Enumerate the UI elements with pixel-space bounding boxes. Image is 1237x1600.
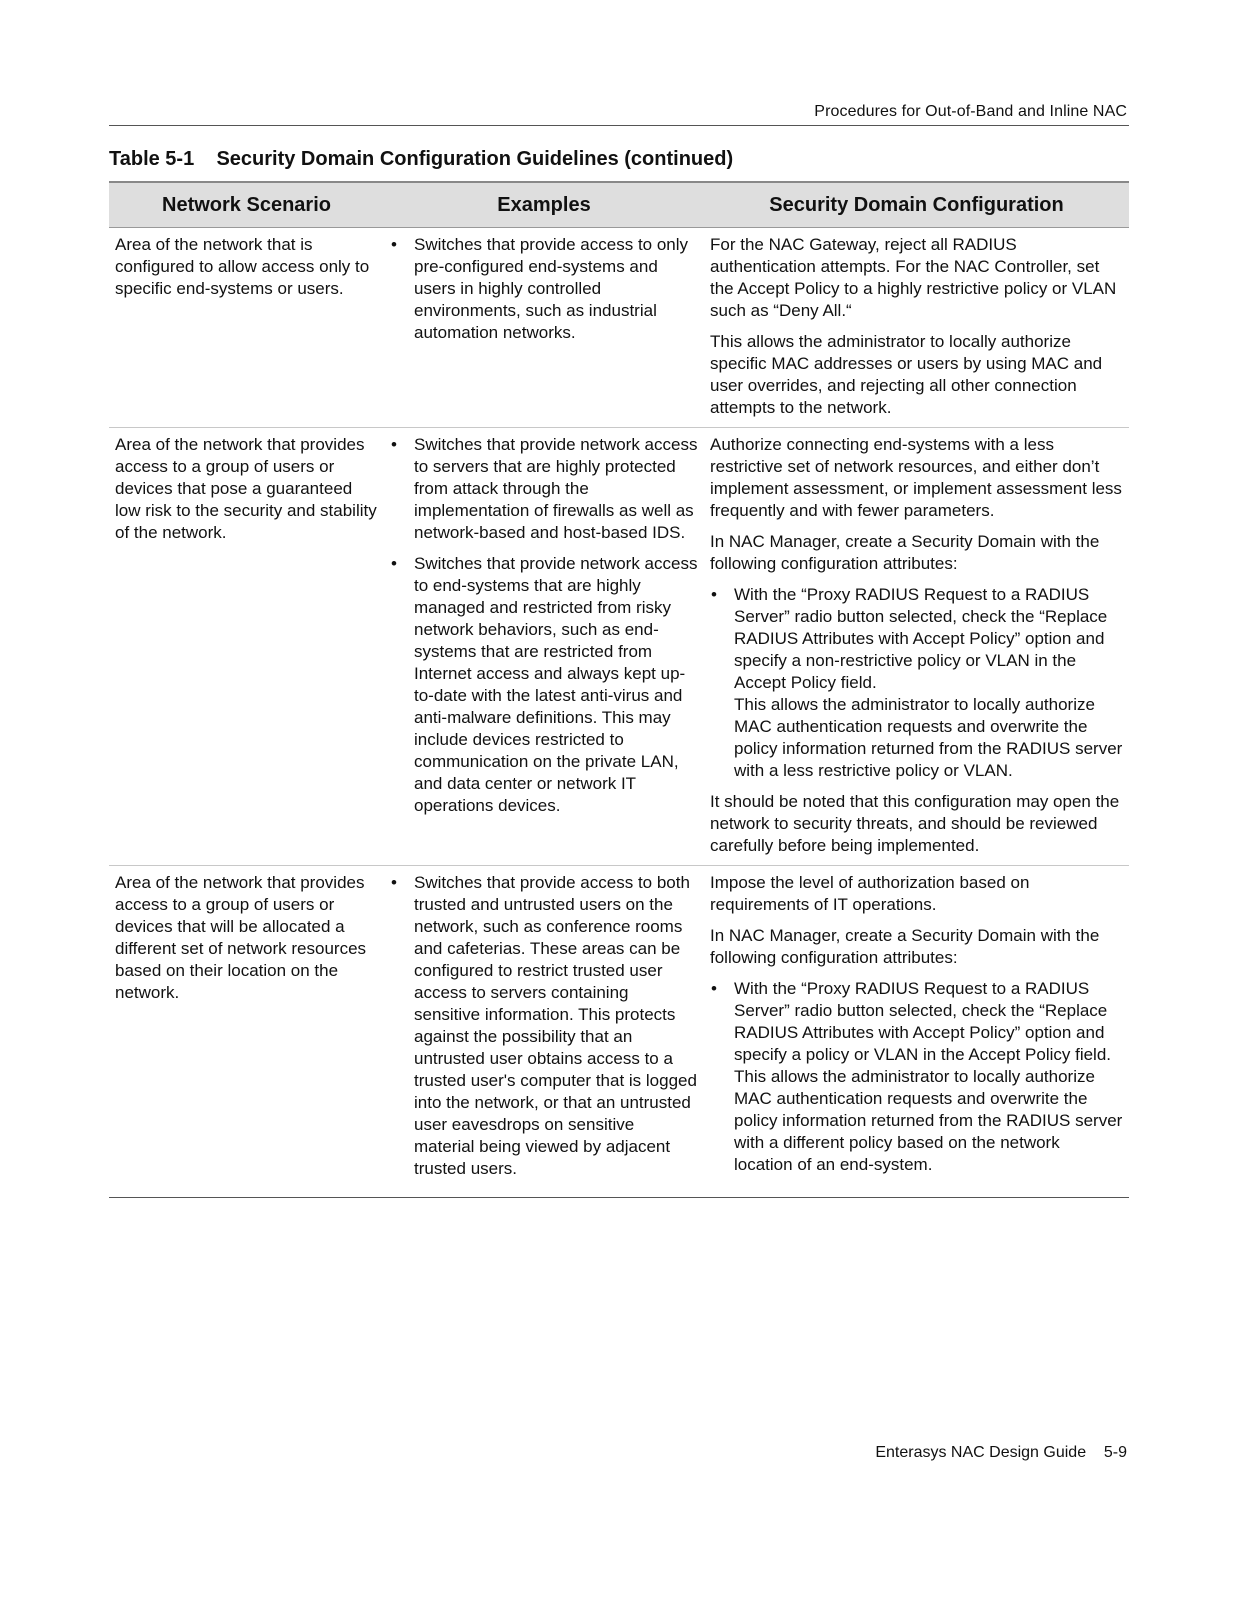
network-scenario-cell: Area of the network that is configured to allow access only to specific end-systems or users. xyxy=(109,228,384,428)
config-attribute-item: • With the “Proxy RADIUS Request to a RADIUS Server” radio button selected, check the “Replace RADIUS Attributes with Accept Policy” option and specify a policy or VLAN in the Accept Policy field. xyxy=(710,978,1123,1066)
examples-cell xyxy=(384,866,704,1198)
config-attributes-list xyxy=(710,584,1123,694)
running-footer: Enterasys NAC Design Guide 5-9 xyxy=(875,1444,1127,1461)
table-row xyxy=(109,228,1129,428)
table-header-row xyxy=(109,182,1129,228)
running-header: Procedures for Out-of-Band and Inline NAC xyxy=(814,103,1127,120)
example-item: • Switches that provide network access to servers that are highly protected from attack through the implementation of firewalls as well as network-based and host-based IDS. xyxy=(390,434,698,544)
config-attribute-note: This allows the administrator to locally authorize MAC authentication requests and overwrite the policy information returned from the RADIUS server with a different policy based on the network location of an end-system. xyxy=(734,1067,1123,1174)
guidelines-table xyxy=(109,181,1129,1198)
examples-list xyxy=(390,234,698,344)
examples-list xyxy=(390,872,698,1180)
config-warning-paragraph: It should be noted that this configuration may open the network to security threats, and should be reviewed carefully before being implemented. xyxy=(710,792,1120,855)
config-paragraph: In NAC Manager, create a Security Domain with the following configuration attributes: xyxy=(710,926,1100,967)
config-paragraph: For the NAC Gateway, reject all RADIUS authentication attempts. For the NAC Controller, set the Accept Policy to a highly restrictive policy or VLAN such as “Deny All.“ xyxy=(710,235,1117,320)
network-scenario-cell: Area of the network that provides access to a group of users or devices that will be allocated a different set of network resources based on their location on the network. xyxy=(109,866,384,1198)
examples-list xyxy=(390,434,698,817)
column-header-network-scenario: Network Scenario xyxy=(109,182,384,228)
header-rule xyxy=(109,125,1129,126)
config-attribute-item: • With the “Proxy RADIUS Request to a RADIUS Server” radio button selected, check the “Replace RADIUS Attributes with Accept Policy” option and specify a non-restrictive policy or VLAN in the Accept Policy field. xyxy=(710,584,1123,694)
security-domain-configuration-cell xyxy=(704,866,1129,1198)
column-header-examples: Examples xyxy=(384,182,704,228)
config-paragraph: Authorize connecting end-systems with a less restrictive set of network resources, and either don’t implement assessment, or implement assessment less frequently and with fewer parameters. xyxy=(710,435,1122,520)
table-row xyxy=(109,866,1129,1198)
config-paragraph: In NAC Manager, create a Security Domain with the following configuration attributes: xyxy=(710,532,1100,573)
column-header-security-domain-configuration: Security Domain Configuration xyxy=(704,182,1129,228)
examples-cell xyxy=(384,228,704,428)
examples-cell xyxy=(384,428,704,866)
table-row xyxy=(109,428,1129,866)
config-attribute-note: This allows the administrator to locally authorize MAC authentication requests and overwrite the policy information returned from the RADIUS server with a less restrictive policy or VLAN. xyxy=(734,695,1123,780)
config-attributes-list xyxy=(710,978,1123,1066)
table-caption: Table 5-1 Security Domain Configuration Guidelines (continued) xyxy=(109,148,734,170)
security-domain-configuration-cell xyxy=(704,228,1129,428)
config-paragraph: This allows the administrator to locally authorize specific MAC addresses or users by using MAC and user overrides, and rejecting all other connection attempts to the network. xyxy=(710,332,1103,417)
network-scenario-cell: Area of the network that provides access to a group of users or devices that pose a guaranteed low risk to the security and stability of the network. xyxy=(109,428,384,866)
example-item: • Switches that provide access to only pre-configured end-systems and users in highly controlled environments, such as industrial automation networks. xyxy=(390,234,698,344)
example-item: • Switches that provide access to both trusted and untrusted users on the network, such as conference rooms and cafeterias. These areas can be configured to restrict trusted user access to servers containing sensitive information. This protects against the possibility that an untrusted user obtains access to a trusted user's computer that is logged into the network, or that an untrusted user eavesdrops on sensitive material being viewed by adjacent trusted users. xyxy=(390,872,698,1180)
config-paragraph: Impose the level of authorization based on requirements of IT operations. xyxy=(710,873,1030,914)
example-item: • Switches that provide network access to end-systems that are highly managed and restricted from risky network behaviors, such as end-systems that are restricted from Internet access and always kept up-to-date with the latest anti-virus and anti-malware definitions. This may include devices restricted to communication on the private LAN, and data center or network IT operations devices. xyxy=(390,553,698,817)
security-domain-configuration-cell xyxy=(704,428,1129,866)
